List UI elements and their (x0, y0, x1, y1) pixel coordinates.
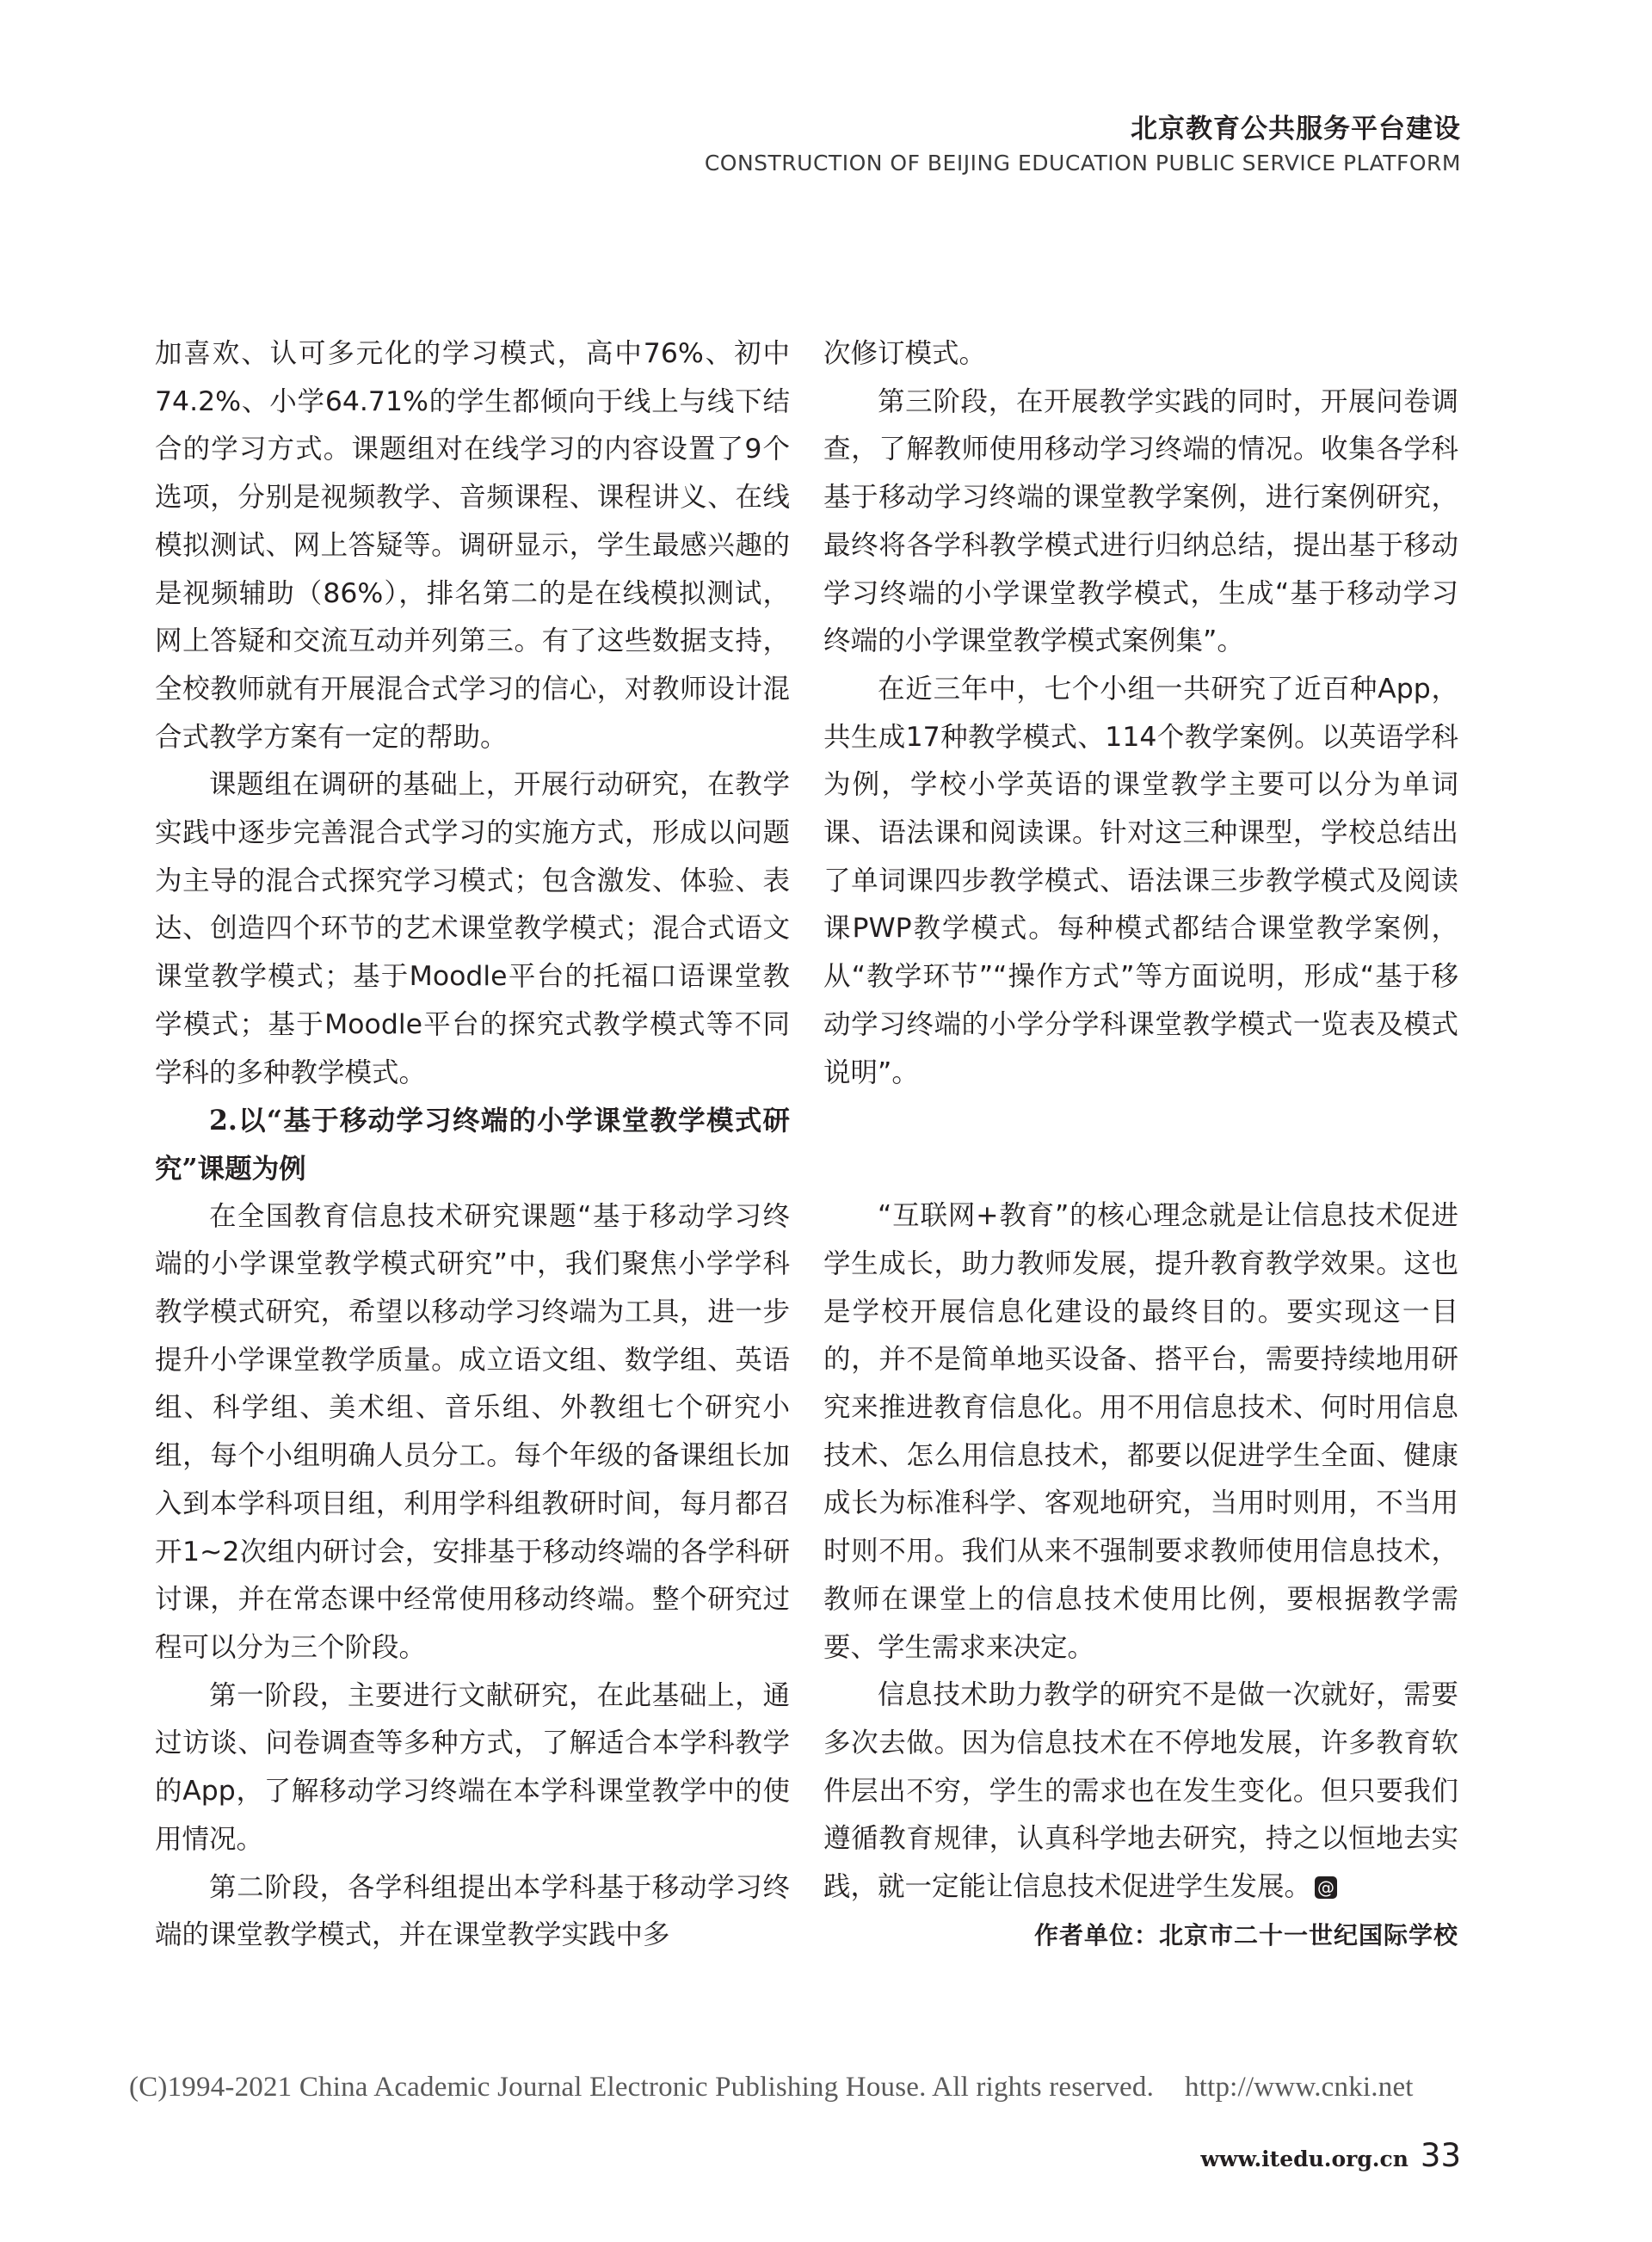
header-title-cn: 北京教育公共服务平台建设 (1131, 114, 1461, 145)
page-number: 33 (1420, 2137, 1461, 2174)
paragraph: “互联网+教育”的核心理念就是让信息技术促进学生成长，助力教师发展，提升教育教学效果。这也是学校开展信息化建设的最终目的。要实现这一目的，并不是简单地买设备、搭平台，需要持续地用研究来推进教育信息化。用不用信息技术、何时用信息技术、怎么用信息技术，都要以促进学生全面、健康成长为标准科学、客观地研究，当用时则用，不当用时则不用。我们从来不强制要求教师使用信息技术，教师在课堂上的信息技术使用比例，要根据教学需要、学生需求来决定。 (823, 1200, 1458, 1663)
paragraph: 第一阶段，主要进行文献研究，在此基础上，通过访谈、问卷调查等多种方式，了解适合本学科教学的App，了解移动学习终端在本学科课堂教学中的使用情况。 (155, 1679, 790, 1855)
right-column (823, 330, 1458, 1960)
copyright-notice (129, 2072, 1463, 2103)
paragraph: 第三阶段，在开展教学实践的同时，开展问卷调查，了解教师使用移动学习终端的情况。收集各学科基于移动学习终端的课堂教学案例，进行案例研究，最终将各学科教学模式进行归纳总结，提出基于移动学习终端的小学课堂教学模式，生成“基于移动学习终端的小学课堂教学模式案例集”。 (823, 385, 1458, 657)
paragraph (823, 1672, 1458, 1912)
paragraph: 在近三年中，七个小组一共研究了近百种App，共生成17种教学模式、114个教学案例。以英语学科为例，学校小学英语的课堂教学主要可以分为单词课、语法课和阅读课。针对这三种课型，学校总结出了单词课四步教学模式、语法课三步教学模式及阅读课PWP教学模式。每种模式都结合课堂教学案例，从“教学环节”“操作方式”等方面说明，形成“基于移动学习终端的小学分学科课堂教学模式一览表及模式说明”。 (823, 673, 1458, 1088)
footer-website: www.itedu.org.cn (1200, 2147, 1409, 2171)
copyright-url: http://www.cnki.net (1185, 2072, 1414, 2103)
paragraph: 在全国教育信息技术研究课题“基于移动学习终端的小学课堂教学模式研究”中，我们聚焦小学学科教学模式研究，希望以移动学习终端为工具，进一步提升小学课堂教学质量。成立语文组、数学组、英语组、科学组、美术组、音乐组、外教组七个研究小组，每个小组明确人员分工。每个年级的备课组长加入到本学科项目组，利用学科组教研时间，每月都召开1~2次组内研讨会，安排基于移动终端的各学科研讨课，并在常态课中经常使用移动终端。整个研究过程可以分为三个阶段。 (155, 1200, 790, 1663)
author-affiliation: 作者单位：北京市二十一世纪国际学校 (1033, 1920, 1458, 1949)
end-mark-icon: @ (1315, 1876, 1337, 1899)
section-heading: 2.以“基于移动学习终端的小学课堂教学模式研究”课题为例 (155, 1105, 790, 1185)
paragraph: 第二阶段，各学科组提出本学科基于移动学习终端的课堂教学模式，并在课堂教学实践中多 (155, 1871, 790, 1951)
paragraph: 次修订模式。 (823, 338, 987, 369)
copyright-text: (C)1994-2021 China Academic Journal Electronic Publishing House. All rights reserved. (129, 2072, 1155, 2103)
paragraph: 课题组在调研的基础上，开展行动研究，在教学实践中逐步完善混合式学习的实施方式，形成以问题为主导的混合式探究学习模式；包含激发、体验、表达、创造四个环节的艺术课堂教学模式；混合式语文课堂教学模式；基于Moodle平台的托福口语课堂教学模式；基于Moodle平台的探究式教学模式等不同学科的多种教学模式。 (155, 769, 790, 1088)
left-column (155, 330, 790, 1960)
paragraph: 加喜欢、认可多元化的学习模式，高中76%、初中74.2%、小学64.71%的学生都倾向于线上与线下结合的学习方式。课题组对在线学习的内容设置了9个选项，分别是视频教学、音频课程、课程讲义、在线模拟测试、网上答疑等。调研显示，学生最感兴趣的是视频辅助（86%），排名第二的是在线模拟测试，网上答疑和交流互动并列第三。有了这些数据支持，全校教师就有开展混合式学习的信心，对教师设计混合式教学方案有一定的帮助。 (155, 338, 790, 753)
paragraph-text: 信息技术助力教学的研究不是做一次就好，需要多次去做。因为信息技术在不停地发展，许多教育软件层出不穷，学生的需求也在发生变化。但只要我们遵循教育规律，认真科学地去研究，持之以恒地去实践，就一定能让信息技术促进学生发展。 (823, 1679, 1458, 1903)
running-header (705, 110, 1461, 179)
page-footer (1200, 2137, 1461, 2174)
section-gap (823, 1097, 1458, 1192)
header-title-en: CONSTRUCTION OF BEIJING EDUCATION PUBLIC SERVICE PLATFORM (704, 151, 1461, 176)
